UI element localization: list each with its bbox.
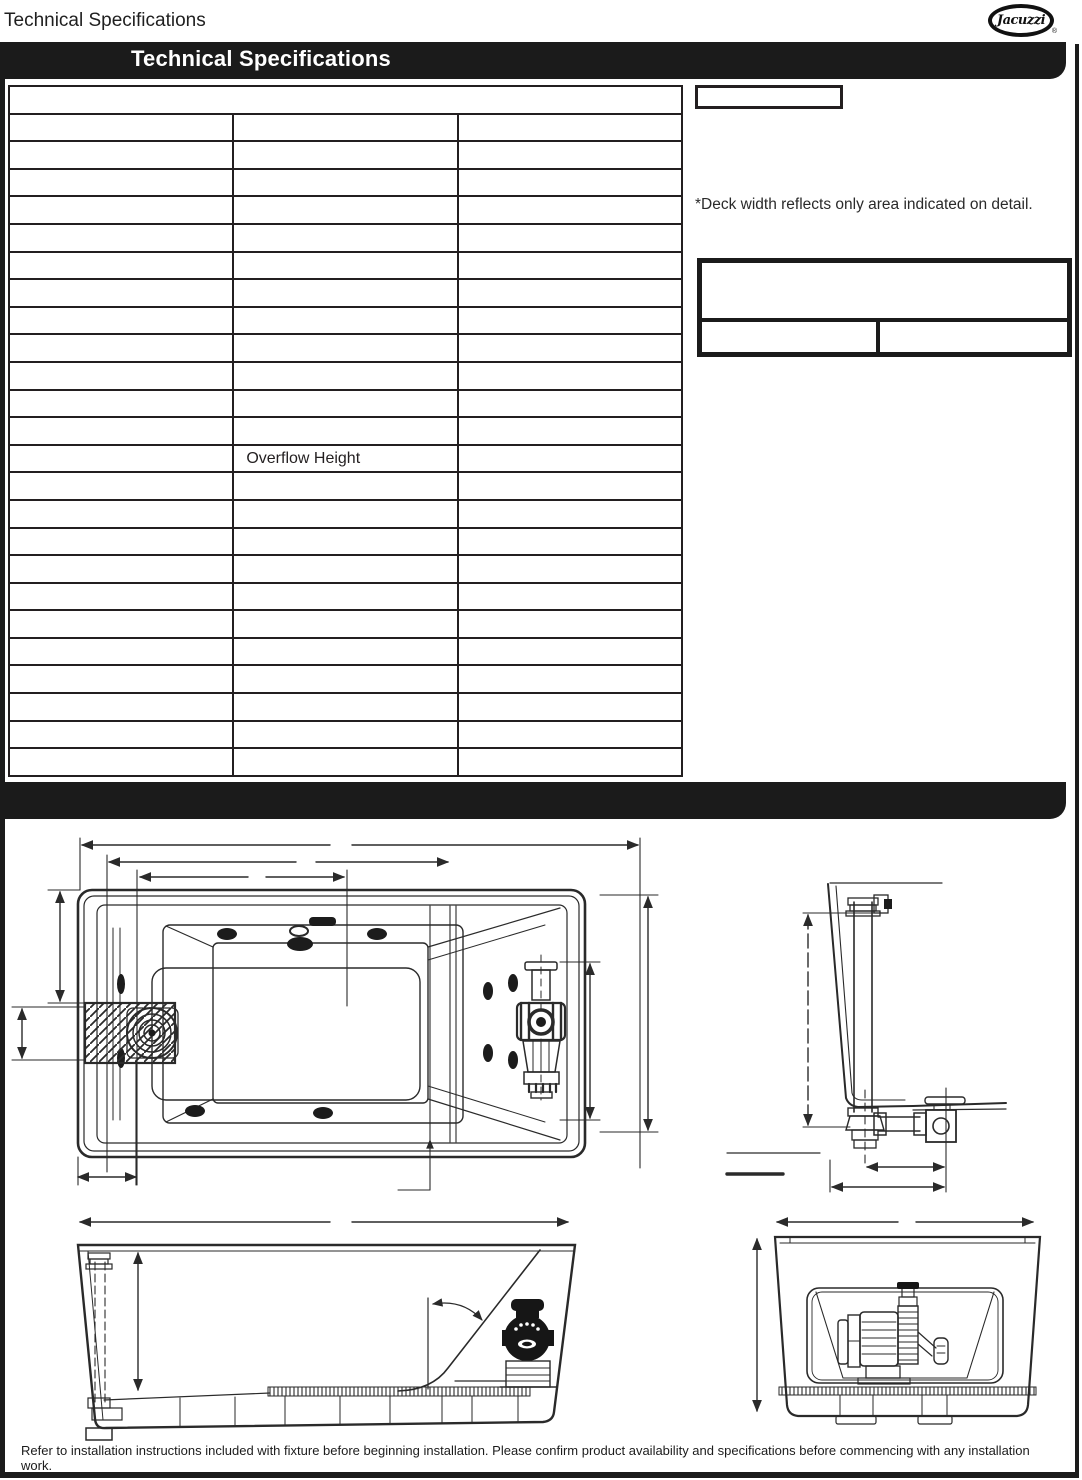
spec-value-cell — [458, 252, 682, 280]
spec-table-row — [9, 721, 682, 749]
spec-value-cell — [9, 638, 233, 666]
info-box-bottom-row — [702, 318, 1067, 352]
spec-value-cell — [9, 528, 233, 556]
pump-motor — [500, 1299, 556, 1387]
spec-value-cell — [458, 279, 682, 307]
spec-value-cell — [458, 610, 682, 638]
spec-value-cell — [458, 445, 682, 473]
spec-value-cell — [458, 748, 682, 776]
spec-label-cell — [233, 721, 457, 749]
spec-value-cell — [458, 390, 682, 418]
spec-label-cell — [233, 362, 457, 390]
spec-table-row — [9, 500, 682, 528]
header-bar-title: Technical Specifications — [131, 46, 391, 71]
spec-table-row — [9, 583, 682, 611]
registered-trademark-icon: ® — [1051, 28, 1057, 35]
spec-value-cell — [458, 472, 682, 500]
jacuzzi-logo — [988, 4, 1057, 37]
info-box-bottom-right-cell — [880, 322, 1067, 352]
spec-value-cell — [9, 721, 233, 749]
spec-table-row — [9, 362, 682, 390]
spec-table-row — [9, 693, 682, 721]
jacuzzi-logo-text: Jacuzzi — [996, 13, 1046, 28]
spec-value-cell — [9, 362, 233, 390]
model-number-box — [695, 85, 843, 109]
spec-value-cell — [458, 693, 682, 721]
spec-label-cell — [233, 417, 457, 445]
spec-label-cell — [233, 610, 457, 638]
spec-value-cell — [458, 500, 682, 528]
spec-label-cell — [233, 252, 457, 280]
page-title: Technical Specifications — [4, 10, 206, 31]
info-box-top-cell — [702, 263, 1067, 318]
spec-table-row — [9, 307, 682, 335]
spec-label-cell — [233, 665, 457, 693]
spec-label-cell — [233, 224, 457, 252]
spec-value-cell — [9, 114, 233, 142]
plan-view-drawing — [12, 838, 658, 1190]
spec-label-cell — [233, 196, 457, 224]
spec-value-cell — [9, 665, 233, 693]
spec-value-cell — [9, 693, 233, 721]
spec-table-row — [9, 472, 682, 500]
spec-table-row — [9, 279, 682, 307]
spec-value-cell — [9, 748, 233, 776]
spec-table-row — [9, 141, 682, 169]
spec-label-cell — [233, 583, 457, 611]
spec-table-body — [9, 86, 682, 776]
spec-table-header-row — [9, 86, 682, 114]
spec-value-cell — [9, 196, 233, 224]
info-box — [697, 258, 1072, 357]
side-elevation-drawing — [78, 1222, 575, 1440]
spec-label-cell — [233, 307, 457, 335]
spec-value-cell — [9, 417, 233, 445]
spec-value-cell — [9, 307, 233, 335]
spec-value-cell — [458, 169, 682, 197]
spec-table-row — [9, 224, 682, 252]
end-elevation-drawing — [757, 1222, 1040, 1424]
spec-table-row — [9, 528, 682, 556]
spec-table-row — [9, 445, 682, 473]
suction-fitting — [517, 955, 565, 1100]
spec-value-cell — [458, 638, 682, 666]
spec-table-row — [9, 555, 682, 583]
footer-note: Refer to installation instructions included with fixture before beginning installation. Please confirm product availability and specifications before commencing with any installation work. — [21, 1443, 1030, 1473]
spec-label-cell: Overflow Height — [233, 445, 457, 473]
spec-label-cell — [233, 279, 457, 307]
spec-table — [8, 85, 683, 777]
spec-label-cell — [233, 114, 457, 142]
spec-label-cell — [233, 638, 457, 666]
spec-table-row — [9, 114, 682, 142]
spec-table-row — [9, 252, 682, 280]
spec-label-cell — [233, 748, 457, 776]
spec-label-cell — [233, 169, 457, 197]
jet-icons — [117, 917, 518, 1119]
spec-value-cell — [9, 252, 233, 280]
pump-assembly — [838, 1282, 948, 1384]
info-box-bottom-left-cell — [702, 322, 880, 352]
spec-table-row — [9, 390, 682, 418]
spec-label-cell — [233, 555, 457, 583]
spec-label-cell — [233, 472, 457, 500]
spec-value-cell — [458, 721, 682, 749]
spec-value-cell — [458, 141, 682, 169]
spec-value-cell — [458, 583, 682, 611]
air-control-icon — [290, 926, 308, 936]
spec-value-cell — [9, 500, 233, 528]
header-bar — [0, 42, 1066, 79]
spec-value-cell — [458, 665, 682, 693]
spec-label-cell — [233, 390, 457, 418]
spec-value-cell — [9, 472, 233, 500]
spec-value-cell — [458, 196, 682, 224]
spec-table-row — [9, 196, 682, 224]
spec-label-cell — [233, 693, 457, 721]
technical-drawings — [0, 820, 1082, 1470]
spec-value-cell — [9, 555, 233, 583]
spec-table-row — [9, 417, 682, 445]
spec-label-cell — [233, 334, 457, 362]
spec-table-row — [9, 334, 682, 362]
spec-table-row — [9, 610, 682, 638]
spec-value-cell — [9, 169, 233, 197]
spec-label-cell — [233, 528, 457, 556]
spec-table-row — [9, 748, 682, 776]
spec-value-cell — [458, 417, 682, 445]
spec-value-cell — [458, 334, 682, 362]
spec-value-cell — [9, 224, 233, 252]
heater-section — [85, 1003, 178, 1063]
spec-value-cell — [9, 279, 233, 307]
end-section-drawing — [727, 883, 1006, 1192]
spec-value-cell — [9, 390, 233, 418]
spec-table-header-cell — [9, 86, 682, 114]
spec-value-cell — [9, 583, 233, 611]
spec-value-cell — [9, 445, 233, 473]
spec-value-cell — [458, 528, 682, 556]
spec-table-row — [9, 665, 682, 693]
section-divider-bar — [0, 782, 1066, 819]
spec-table-row — [9, 638, 682, 666]
spec-value-cell — [458, 307, 682, 335]
deck-width-note: *Deck width reflects only area indicated on detail. — [695, 196, 1033, 213]
spec-value-cell — [9, 610, 233, 638]
spec-value-cell — [458, 555, 682, 583]
spec-value-cell — [458, 114, 682, 142]
spec-value-cell — [9, 141, 233, 169]
spec-value-cell — [458, 224, 682, 252]
spec-table-row — [9, 169, 682, 197]
spec-value-cell — [9, 334, 233, 362]
spec-label-cell — [233, 141, 457, 169]
spec-label-cell — [233, 500, 457, 528]
spec-value-cell — [458, 362, 682, 390]
